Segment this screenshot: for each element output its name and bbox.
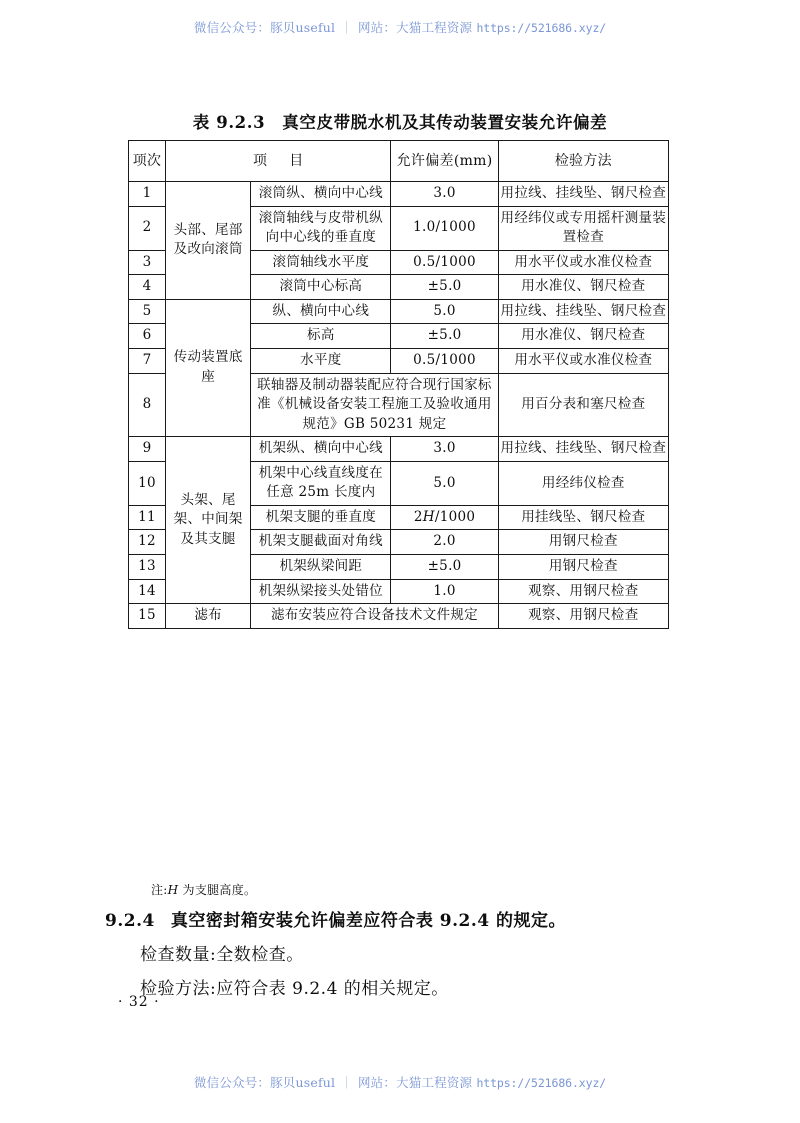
clause-text: 真空密封箱安装允许偏差应符合表 9.2.4 的规定。 xyxy=(170,911,566,931)
watermark-bottom xyxy=(0,1073,800,1091)
row-index: 15 xyxy=(129,604,166,629)
row-tolerance: 2.0 xyxy=(391,530,498,555)
row-item: 机架纵梁间距 xyxy=(251,555,391,580)
row-item: 滚筒中心标高 xyxy=(251,275,391,300)
page-number: · 32 · xyxy=(118,994,160,1010)
row-group-label: 传动装置底座 xyxy=(166,299,251,436)
watermark-site-label: 网站：大猫工程资源 xyxy=(357,20,473,35)
row-item: 水平度 xyxy=(251,348,391,373)
row-index: 2 xyxy=(129,206,166,250)
row-tolerance: 1.0/1000 xyxy=(391,206,498,250)
clause-number: 9.2.4 xyxy=(105,911,155,931)
header-item xyxy=(166,141,391,182)
header-item-right: 目 xyxy=(289,152,304,169)
row-tolerance: ±5.0 xyxy=(391,324,498,349)
row-method: 观察、用钢尺检查 xyxy=(498,579,668,604)
watermark-site-label: 网站：大猫工程资源 xyxy=(357,1075,473,1090)
row-method: 用水准仪、钢尺检查 xyxy=(498,275,668,300)
row-index: 10 xyxy=(129,461,166,505)
watermark-separator: ｜ xyxy=(340,1075,353,1090)
watermark-url: https://521686.xyz/ xyxy=(476,21,607,35)
row-index: 12 xyxy=(129,530,166,555)
row-tolerance: 0.5/1000 xyxy=(391,250,498,275)
check-method-line: 检验方法:应符合表 9.2.4 的相关规定。 xyxy=(140,979,449,999)
row-method: 观察、用钢尺检查 xyxy=(498,604,668,629)
table-header-row xyxy=(129,141,669,182)
row-item: 纵、横向中心线 xyxy=(251,299,391,324)
row-item: 滤布安装应符合设备技术文件规定 xyxy=(251,604,498,629)
row-index: 13 xyxy=(129,555,166,580)
header-item-left: 项 xyxy=(252,152,268,169)
row-item: 滚筒纵、横向中心线 xyxy=(251,182,391,207)
row-tolerance: 3.0 xyxy=(391,437,498,462)
row-method: 用钢尺检查 xyxy=(498,555,668,580)
row-tolerance: 3.0 xyxy=(391,182,498,207)
row-item: 联轴器及制动器装配应符合现行国家标准《机械设备安装工程施工及验收通用规范》GB 50231 规定 xyxy=(251,373,498,437)
row-group-label: 滤布 xyxy=(166,604,251,629)
row-tolerance: ±5.0 xyxy=(391,275,498,300)
row-index: 4 xyxy=(129,275,166,300)
clause-9-2-4 xyxy=(105,906,705,931)
row-method: 用水平仪或水准仪检查 xyxy=(498,348,668,373)
table-row xyxy=(129,182,669,207)
row-tolerance: 5.0 xyxy=(391,299,498,324)
watermark-wechat-label: 微信公众号：豚贝useful xyxy=(193,1075,336,1090)
row-item: 机架支腿的垂直度 xyxy=(251,505,391,530)
table-title: 表 9.2.3 真空皮带脱水机及其传动装置安装允许偏差 xyxy=(192,113,608,132)
row-method: 用拉线、挂线坠、钢尺检查 xyxy=(498,299,668,324)
watermark-separator: ｜ xyxy=(340,20,353,35)
table-row xyxy=(129,437,669,462)
row-item: 滚筒轴线水平度 xyxy=(251,250,391,275)
row-tolerance: 0.5/1000 xyxy=(391,348,498,373)
allowable-deviation-table xyxy=(128,140,669,629)
watermark-url: https://521686.xyz/ xyxy=(476,1076,607,1090)
row-item: 机架支腿截面对角线 xyxy=(251,530,391,555)
row-tolerance: 1.0 xyxy=(391,579,498,604)
row-method: 用水准仪、钢尺检查 xyxy=(498,324,668,349)
row-group-label: 头部、尾部及改向滚筒 xyxy=(166,182,251,300)
header-tolerance: 允许偏差(mm) xyxy=(391,141,498,182)
row-index: 9 xyxy=(129,437,166,462)
row-index: 5 xyxy=(129,299,166,324)
table-note: 注:H 为支腿高度。 xyxy=(151,883,257,897)
watermark-top xyxy=(0,18,800,36)
table-row xyxy=(129,299,669,324)
row-method: 用钢尺检查 xyxy=(498,530,668,555)
row-method: 用经纬仪或专用摇杆测量装置检查 xyxy=(498,206,668,250)
row-item: 标高 xyxy=(251,324,391,349)
row-tolerance: 5.0 xyxy=(391,461,498,505)
row-group-label: 头架、尾架、中间架及其支腿 xyxy=(166,437,251,604)
row-tolerance: ±5.0 xyxy=(391,555,498,580)
row-index: 3 xyxy=(129,250,166,275)
row-item: 滚筒轴线与皮带机纵向中心线的垂直度 xyxy=(251,206,391,250)
row-index: 7 xyxy=(129,348,166,373)
row-tolerance: 2H/1000 xyxy=(391,505,498,530)
row-index: 14 xyxy=(129,579,166,604)
row-index: 8 xyxy=(129,373,166,437)
check-quantity-line: 检查数量:全数检查。 xyxy=(140,945,304,965)
row-method: 用拉线、挂线坠、钢尺检查 xyxy=(498,182,668,207)
row-method: 用水平仪或水准仪检查 xyxy=(498,250,668,275)
row-method: 用拉线、挂线坠、钢尺检查 xyxy=(498,437,668,462)
row-item: 机架纵、横向中心线 xyxy=(251,437,391,462)
header-index: 项次 xyxy=(129,141,166,182)
row-index: 11 xyxy=(129,505,166,530)
table-body xyxy=(129,182,669,629)
row-method: 用挂线坠、钢尺检查 xyxy=(498,505,668,530)
row-method: 用经纬仪检查 xyxy=(498,461,668,505)
row-index: 1 xyxy=(129,182,166,207)
table-row xyxy=(129,604,669,629)
row-method: 用百分表和塞尺检查 xyxy=(498,373,668,437)
row-item: 机架纵梁接头处错位 xyxy=(251,579,391,604)
row-index: 6 xyxy=(129,324,166,349)
row-item: 机架中心线直线度在任意 25m 长度内 xyxy=(251,461,391,505)
watermark-wechat-label: 微信公众号：豚贝useful xyxy=(193,20,336,35)
header-method: 检验方法 xyxy=(498,141,668,182)
